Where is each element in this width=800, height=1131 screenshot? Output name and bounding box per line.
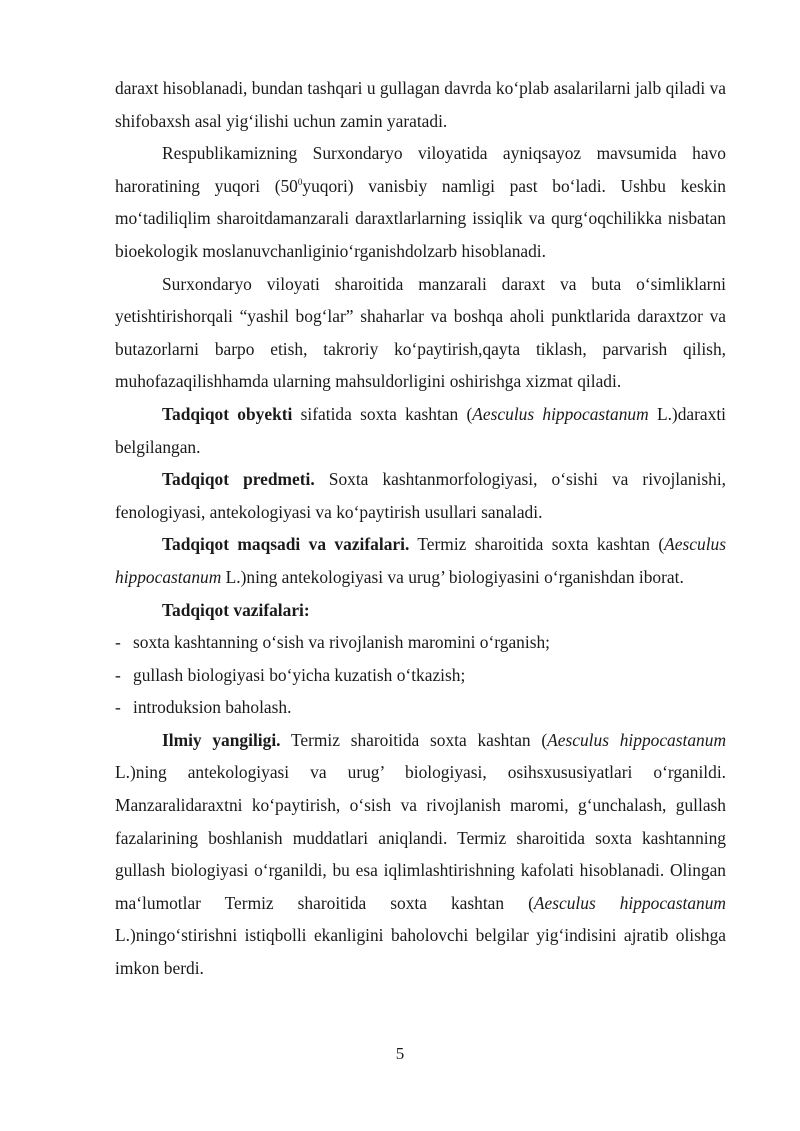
- latin-name: Aesculus hippocastanum: [547, 729, 726, 750]
- page-number: 5: [395, 1044, 405, 1063]
- paragraph-research-subject: [115, 463, 726, 528]
- dash-marker: -: [115, 632, 121, 653]
- paragraph-intro: daraxt hisoblanadi, bundan tashqari u gullagan davrda koʻplab asalarilarni jalb qiladi va shifobaxsh asal yigʻilishi uchun zamin yaratadi.: [115, 78, 726, 131]
- list-item: [115, 691, 726, 724]
- latin-name: Aesculus hippocastanum: [115, 534, 726, 587]
- novelty-text: Termiz sharoitida soxta kashtan (: [280, 729, 548, 750]
- paragraph-novelty: [115, 724, 726, 985]
- novelty-text-end: L.)ningoʻstirishni istiqbolli ekanligini baholovchi belgilar yigʻindisini ajratib olishga imkon berdi.: [115, 925, 726, 979]
- list-item-text: gullash biologiyasi boʻyicha kuzatish oʻtkazish;: [133, 664, 466, 685]
- research-object-heading: Tadqiqot obyekti: [162, 403, 293, 424]
- paragraph-research-goal: [115, 528, 726, 593]
- degree-superscript: 0: [297, 176, 303, 187]
- research-object-text-end: L.)daraxti belgilangan.: [115, 403, 726, 457]
- latin-name: Aesculus hippocastanum: [472, 403, 649, 424]
- research-goal-text-end: L.)ning antekologiyasi va urug’ biologiyasini oʻrganishdan iborat.: [221, 566, 684, 587]
- list-item-text: introduksion baholash.: [133, 697, 292, 718]
- page-body: [115, 72, 726, 985]
- list-item: [115, 659, 726, 692]
- paragraph-greening: Surxondaryo viloyati sharoitida manzarali daraxt va buta oʻsimliklarni yetishtirishorqali “yashil bogʻlar” shaharlar va boshqa aholi punktlarida daraxtzor va butazorlarni barpo etish, takroriy koʻpaytirish,qayta tiklash, parvarish qilish, muhofazaqilishhamda ularning mahsuldorligini oshirishga xizmat qiladi.: [115, 273, 726, 392]
- novelty-heading: Ilmiy yangiligi.: [162, 729, 281, 750]
- research-subject-text: Soxta kashtanmorfologiyasi, oʻsishi va rivojlanishi, fenologiyasi, antekologiyasi va koʻpaytirish usullari sanaladi.: [115, 469, 726, 522]
- list-item-text: soxta kashtanning oʻsish va rivojlanish maromini oʻrganish;: [133, 632, 551, 653]
- paragraph-tasks-heading: [115, 594, 726, 627]
- research-goal-heading: Tadqiqot maqsadi va vazifalari.: [162, 534, 410, 555]
- research-goal-text: Termiz sharoitida soxta kashtan (: [409, 534, 665, 555]
- research-subject-heading: Tadqiqot predmeti.: [162, 469, 315, 490]
- paragraph-research-object: [115, 398, 726, 463]
- novelty-text-middle: L.)ning antekologiyasi va urug’ biologiyasi, osihsxususiyatlari oʻrganildi. Manzaralidaraxtni koʻpaytirish, oʻsish va rivojlanish maromi, gʻunchalash, gullash fazalarining boshlanish muddatlari aniqlandi. Termiz sharoitida soxta kashtanning gullash biologiyasi oʻrganildi, bu esa iqlimlashtirishning kafolati hisoblanadi. Olingan maʻlumotlar Termiz sharoitida soxta kashtan (: [115, 762, 726, 913]
- paragraph-climate: [115, 137, 726, 267]
- research-object-text: sifatida soxta kashtan (: [292, 403, 473, 424]
- latin-name: Aesculus hippocastanum: [533, 892, 726, 913]
- dash-marker: -: [115, 664, 121, 685]
- tasks-heading: Tadqiqot vazifalari:: [162, 599, 310, 620]
- dash-marker: -: [115, 697, 121, 718]
- list-item: [115, 626, 726, 659]
- climate-text-end: yuqori) vanisbiy namligi past boʻladi. Ushbu keskin moʻtadiliqlim sharoitdamanzarali daraxtlarlarning issiqlik va qurgʻoqchilikka nisbatan bioekologik moslanuvchanliginioʻrganishdolzarb hisoblanadi.: [115, 175, 726, 261]
- climate-text-start: Respublikamizning Surxondaryo viloyatida ayniqsayoz mavsumida havo haroratining yuqori (50: [115, 143, 726, 196]
